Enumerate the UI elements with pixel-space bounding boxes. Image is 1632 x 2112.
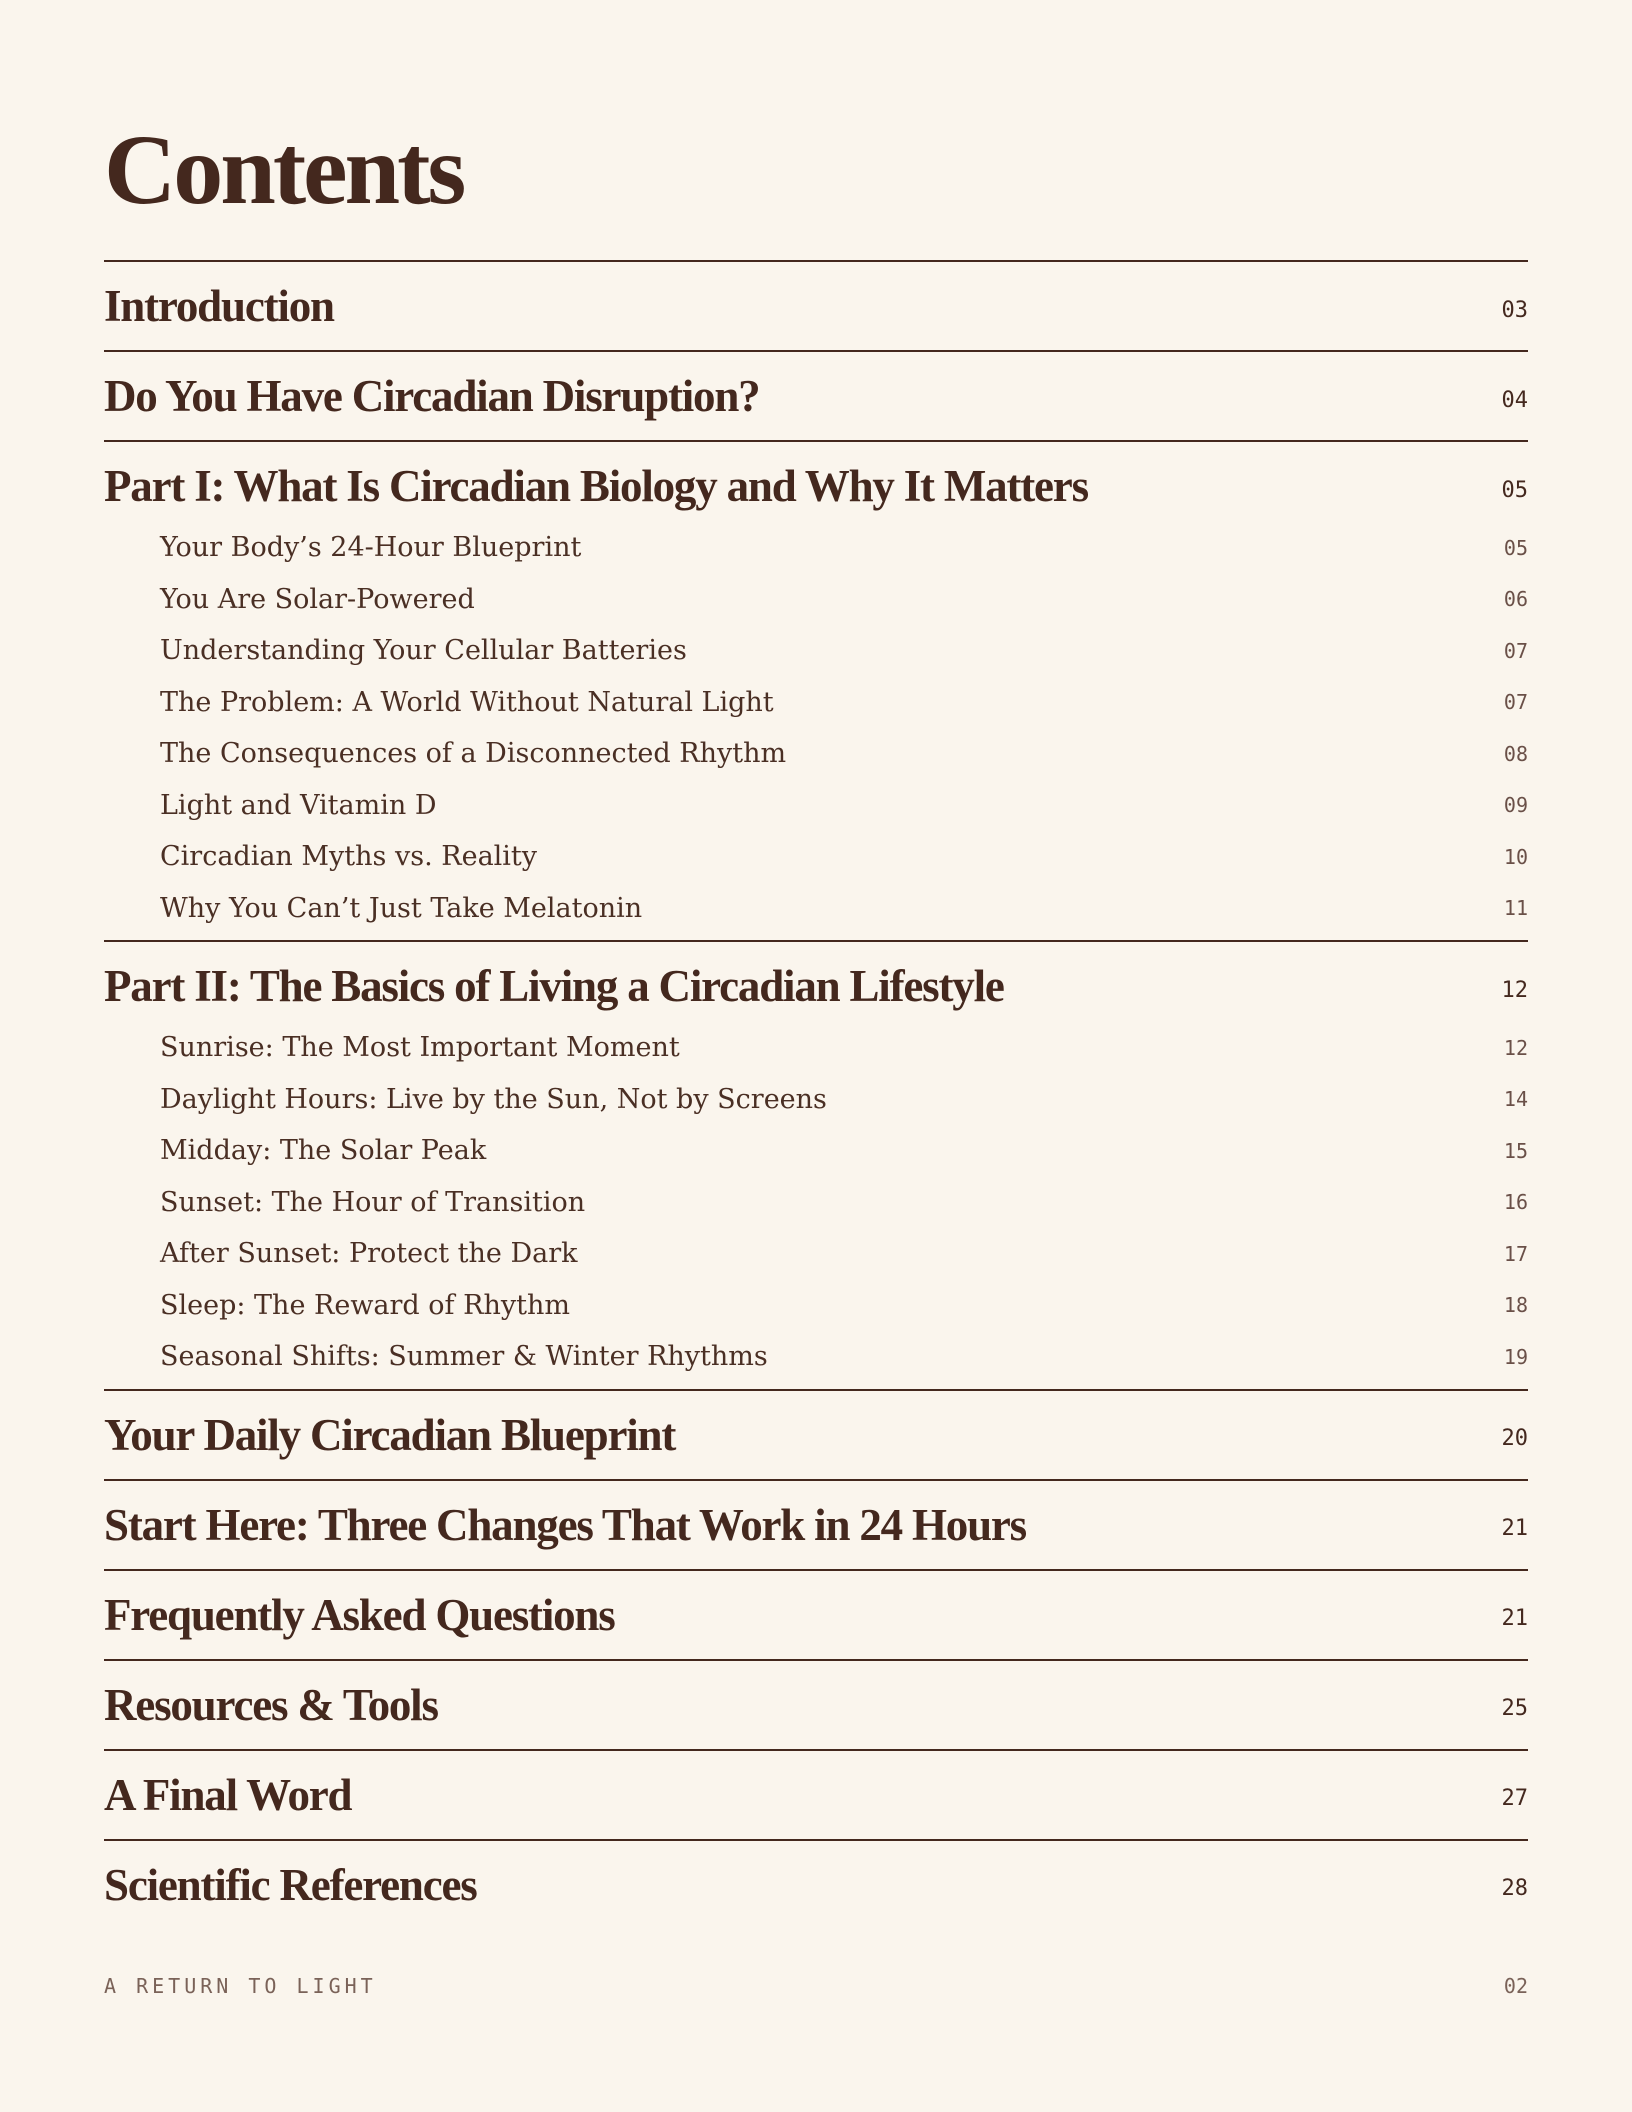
toc-subentry-title: You Are Solar-Powered [160,583,475,615]
toc-subentry-title: Seasonal Shifts: Summer & Winter Rhythms [160,1341,768,1373]
toc-subentry-title: Why You Can’t Just Take Melatonin [160,892,643,924]
toc-entry[interactable] [104,1571,1528,1659]
toc-entry[interactable] [104,1841,1528,1929]
toc-subentry[interactable] [104,728,1528,780]
toc-subentry-page: 15 [1503,1138,1528,1163]
toc-entry[interactable] [104,352,1528,440]
toc-subentries [104,1022,1528,1389]
toc-entry-page: 21 [1501,1516,1528,1541]
toc-entry-page: 25 [1501,1696,1528,1721]
toc-entry-page: 20 [1501,1426,1528,1451]
toc-entry-page: 27 [1501,1786,1528,1811]
toc-section [104,1749,1528,1839]
toc-subentries [104,522,1528,940]
toc-subentry-page: 09 [1503,793,1528,818]
toc-subentry[interactable] [104,677,1528,729]
toc-subentry-title: Sleep: The Reward of Rhythm [160,1289,570,1321]
toc-entry[interactable] [104,1481,1528,1569]
toc-subentry-page: 10 [1503,844,1528,869]
toc-entry-title: Scientific References [104,1859,477,1910]
toc-subentry-title: Midday: The Solar Peak [160,1135,487,1167]
toc-section [104,1569,1528,1659]
toc-subentry-title: The Problem: A World Without Natural Light [160,686,774,718]
toc-subentry[interactable] [104,574,1528,626]
toc-subentry[interactable] [104,625,1528,677]
toc-subentry-page: 19 [1503,1344,1528,1369]
toc-subentry[interactable] [104,1331,1528,1383]
toc-subentry-title: Sunrise: The Most Important Moment [160,1032,680,1064]
toc-subentry-page: 07 [1503,690,1528,715]
toc-subentry-page: 16 [1503,1190,1528,1215]
toc-entry-page: 28 [1501,1876,1528,1901]
toc-subentry-page: 14 [1503,1087,1528,1112]
toc-entry-title: Part I: What Is Circadian Biology and Why It Matters [104,461,1088,511]
toc-subentry-page: 17 [1503,1241,1528,1266]
toc-subentry-page: 05 [1503,535,1528,560]
footer-book-title: A RETURN TO LIGHT [104,1974,377,1998]
toc-subentry[interactable] [104,883,1528,935]
toc-subentry-page: 08 [1503,741,1528,766]
toc-subentry-title: Sunset: The Hour of Transition [160,1186,586,1218]
table-of-contents [104,260,1528,1929]
toc-section [104,1389,1528,1479]
toc-section [104,440,1528,940]
toc-section [104,260,1528,350]
toc-subentry-title: Circadian Myths vs. Reality [160,841,538,873]
toc-subentry[interactable] [104,831,1528,883]
toc-subentry-page: 18 [1503,1293,1528,1318]
toc-subentry[interactable] [104,1074,1528,1126]
toc-subentry-title: The Consequences of a Disconnected Rhythm [160,738,787,770]
toc-subentry[interactable] [104,780,1528,832]
toc-section [104,1839,1528,1929]
toc-subentry[interactable] [104,1280,1528,1332]
page-title: Contents [104,114,464,225]
toc-entry[interactable] [104,1391,1528,1479]
toc-entry-title: Part II: The Basics of Living a Circadian Lifestyle [104,961,1004,1011]
toc-subentry[interactable] [104,1228,1528,1280]
toc-subentry[interactable] [104,1022,1528,1074]
toc-entry[interactable] [104,442,1528,530]
toc-entry-title: Start Here: Three Changes That Work in 24 Hours [104,1499,1026,1550]
toc-section [104,1479,1528,1569]
toc-entry-page: 03 [1501,297,1528,323]
toc-subentry-title: After Sunset: Protect the Dark [160,1238,578,1270]
toc-entry-title: Do You Have Circadian Disruption? [104,371,760,421]
toc-entry[interactable] [104,942,1528,1030]
footer-page-number: 02 [1503,1974,1528,1998]
toc-section [104,350,1528,440]
toc-entry[interactable] [104,1751,1528,1839]
toc-subentry-page: 11 [1503,896,1528,921]
toc-subentry-title: Understanding Your Cellular Batteries [160,635,687,667]
toc-subentry-title: Light and Vitamin D [160,789,437,821]
toc-entry-title: Resources & Tools [104,1679,438,1730]
toc-entry-title: A Final Word [104,1769,352,1820]
toc-subentry[interactable] [104,522,1528,574]
toc-section [104,1659,1528,1749]
toc-entry-title: Frequently Asked Questions [104,1589,615,1640]
toc-subentry-page: 12 [1503,1035,1528,1060]
toc-subentry-title: Your Body’s 24-Hour Blueprint [160,532,582,564]
toc-subentry[interactable] [104,1177,1528,1229]
page-footer [104,1974,1528,1998]
toc-subentry[interactable] [104,1125,1528,1177]
toc-entry-title: Introduction [104,281,334,331]
toc-section [104,940,1528,1389]
toc-entry-page: 12 [1501,977,1528,1003]
toc-entry-page: 21 [1501,1606,1528,1631]
toc-entry[interactable] [104,262,1528,350]
toc-entry-page: 05 [1501,477,1528,503]
toc-subentry-page: 07 [1503,638,1528,663]
toc-entry-page: 04 [1501,387,1528,413]
toc-entry[interactable] [104,1661,1528,1749]
toc-subentry-page: 06 [1503,587,1528,612]
toc-entry-title: Your Daily Circadian Blueprint [104,1409,676,1460]
toc-subentry-title: Daylight Hours: Live by the Sun, Not by Screens [160,1083,827,1115]
